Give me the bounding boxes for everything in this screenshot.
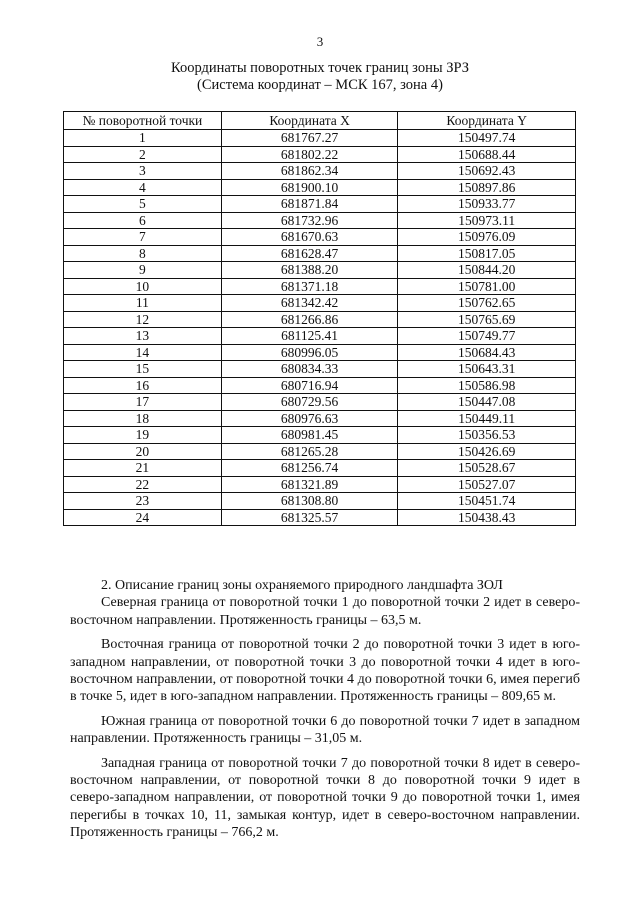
cell-coordinate-x: 680976.63	[221, 410, 398, 427]
header-coordinate-y: Координата Y	[398, 112, 576, 130]
cell-coordinate-y: 150976.09	[398, 229, 576, 246]
paragraph-north: Северная граница от поворотной точки 1 до поворотной точки 2 идет в северо-восточном направлении. Протяженность границы – 63,5 м.	[70, 595, 580, 628]
table-row	[64, 361, 576, 378]
cell-coordinate-y: 150447.08	[398, 394, 576, 411]
cell-point-number: 9	[64, 262, 222, 279]
cell-coordinate-y: 150528.67	[398, 460, 576, 477]
cell-point-number: 18	[64, 410, 222, 427]
table-header-row	[64, 112, 576, 130]
page-number: 3	[316, 34, 324, 49]
cell-coordinate-y: 150765.69	[398, 311, 576, 328]
paragraph-south: Южная граница от поворотной точки 6 до поворотной точки 7 идет в западном направлении. Протяженность границы – 31,05 м.	[70, 713, 580, 747]
cell-point-number: 10	[64, 278, 222, 295]
table-row	[64, 146, 576, 163]
cell-coordinate-x: 681256.74	[221, 460, 398, 477]
cell-point-number: 12	[64, 311, 222, 328]
coordinates-table	[63, 111, 576, 526]
cell-coordinate-x: 681321.89	[221, 476, 398, 493]
cell-point-number: 2	[64, 146, 222, 163]
cell-coordinate-x: 680996.05	[221, 344, 398, 361]
cell-coordinate-x: 680729.56	[221, 394, 398, 411]
cell-point-number: 17	[64, 394, 222, 411]
cell-coordinate-y: 150692.43	[398, 163, 576, 180]
cell-coordinate-y: 150688.44	[398, 146, 576, 163]
table-row	[64, 262, 576, 279]
table-row	[64, 179, 576, 196]
table-row	[64, 328, 576, 345]
cell-coordinate-y: 150527.07	[398, 476, 576, 493]
cell-point-number: 11	[64, 295, 222, 312]
document-title	[0, 60, 640, 94]
table-row	[64, 344, 576, 361]
table-row	[64, 476, 576, 493]
cell-coordinate-x: 680834.33	[221, 361, 398, 378]
cell-coordinate-x: 681871.84	[221, 196, 398, 213]
cell-coordinate-y: 150973.11	[398, 212, 576, 229]
cell-coordinate-y: 150497.74	[398, 130, 576, 147]
cell-coordinate-y: 150749.77	[398, 328, 576, 345]
cell-coordinate-x: 681371.18	[221, 278, 398, 295]
cell-coordinate-y: 150817.05	[398, 245, 576, 262]
cell-coordinate-x: 680981.45	[221, 427, 398, 444]
table-row	[64, 245, 576, 262]
cell-coordinate-x: 681900.10	[221, 179, 398, 196]
section-heading: 2. Описание границ зоны охраняемого природного ландшафта ЗОЛ	[101, 578, 503, 593]
cell-point-number: 5	[64, 196, 222, 213]
cell-coordinate-x: 681325.57	[221, 509, 398, 526]
paragraph-west: Западная граница от поворотной точки 7 до поворотной точки 8 идет в северо-восточном направлении, от поворотной точки 8 до поворотной точки 9 идет в северо-западном направлении, от поворотной точки 9 до поворотной точки 1, имея перегибы в точках 10, 11, замыкая контур, идет в северо-восточном направлении. Протяженность границы – 766,2 м.	[70, 755, 580, 841]
table-row	[64, 443, 576, 460]
boundary-description	[70, 577, 580, 842]
title-line-2: (Система координат – МСК 167, зона 4)	[197, 77, 443, 93]
cell-point-number: 21	[64, 460, 222, 477]
cell-coordinate-y: 150449.11	[398, 410, 576, 427]
table-row	[64, 509, 576, 526]
cell-coordinate-x: 681308.80	[221, 493, 398, 510]
table-row	[64, 196, 576, 213]
table-row	[64, 460, 576, 477]
cell-point-number: 8	[64, 245, 222, 262]
cell-point-number: 6	[64, 212, 222, 229]
cell-point-number: 23	[64, 493, 222, 510]
cell-coordinate-y: 150438.43	[398, 509, 576, 526]
table-row	[64, 229, 576, 246]
table-body	[64, 130, 576, 526]
cell-coordinate-x: 681670.63	[221, 229, 398, 246]
cell-coordinate-y: 150897.86	[398, 179, 576, 196]
cell-coordinate-y: 150586.98	[398, 377, 576, 394]
table-row	[64, 130, 576, 147]
header-coordinate-x: Координата X	[221, 112, 398, 130]
table-row	[64, 311, 576, 328]
cell-point-number: 14	[64, 344, 222, 361]
table-row	[64, 295, 576, 312]
cell-coordinate-x: 681862.34	[221, 163, 398, 180]
cell-point-number: 3	[64, 163, 222, 180]
cell-coordinate-x: 681767.27	[221, 130, 398, 147]
cell-coordinate-x: 681342.42	[221, 295, 398, 312]
cell-coordinate-x: 681265.28	[221, 443, 398, 460]
table-row	[64, 377, 576, 394]
cell-point-number: 24	[64, 509, 222, 526]
table-row	[64, 163, 576, 180]
cell-coordinate-x: 681266.86	[221, 311, 398, 328]
cell-point-number: 19	[64, 427, 222, 444]
cell-coordinate-y: 150684.43	[398, 344, 576, 361]
cell-coordinate-y: 150643.31	[398, 361, 576, 378]
header-point-number: № поворотной точки	[64, 112, 222, 130]
cell-point-number: 4	[64, 179, 222, 196]
cell-point-number: 16	[64, 377, 222, 394]
cell-point-number: 7	[64, 229, 222, 246]
table-row	[64, 212, 576, 229]
cell-point-number: 13	[64, 328, 222, 345]
cell-coordinate-x: 681628.47	[221, 245, 398, 262]
cell-coordinate-y: 150781.00	[398, 278, 576, 295]
cell-point-number: 22	[64, 476, 222, 493]
cell-coordinate-x: 680716.94	[221, 377, 398, 394]
title-line-1: Координаты поворотных точек границ зоны ЗРЗ	[171, 60, 469, 76]
cell-coordinate-y: 150762.65	[398, 295, 576, 312]
table-row	[64, 394, 576, 411]
table-row	[64, 493, 576, 510]
cell-point-number: 1	[64, 130, 222, 147]
cell-point-number: 20	[64, 443, 222, 460]
table-row	[64, 410, 576, 427]
cell-coordinate-y: 150356.53	[398, 427, 576, 444]
cell-coordinate-x: 681125.41	[221, 328, 398, 345]
cell-point-number: 15	[64, 361, 222, 378]
cell-coordinate-x: 681732.96	[221, 212, 398, 229]
cell-coordinate-y: 150426.69	[398, 443, 576, 460]
cell-coordinate-y: 150844.20	[398, 262, 576, 279]
cell-coordinate-x: 681388.20	[221, 262, 398, 279]
table-row	[64, 427, 576, 444]
paragraph-east: Восточная граница от поворотной точки 2 до поворотной точки 3 идет в юго-западном направлении, от поворотной точки 3 до поворотной точки 4 идет в юго-восточном направлении, от поворотной точки 4 до поворотной точки 6, имея перегиб в точке 5, идет в юго-западном направлении. Протяженность границы – 809,65 м.	[70, 637, 580, 705]
cell-coordinate-y: 150933.77	[398, 196, 576, 213]
cell-coordinate-y: 150451.74	[398, 493, 576, 510]
cell-coordinate-x: 681802.22	[221, 146, 398, 163]
table-row	[64, 278, 576, 295]
